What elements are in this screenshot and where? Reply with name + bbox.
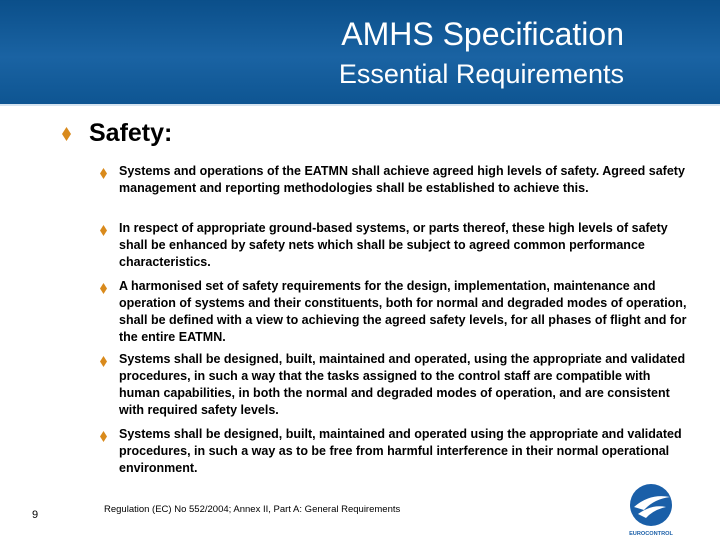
section-bullet-icon — [62, 127, 71, 141]
slide-number: 9 — [32, 509, 39, 521]
bullet-item: Systems and operations of the EATMN shall achieve agreed high levels of safety. Agreed safety management and reporting methodologies shall be established to achieve this. — [119, 164, 685, 195]
bullet-icon — [100, 283, 107, 294]
slide-title: AMHS Specification — [341, 16, 624, 52]
bullet-item: Systems shall be designed, built, maintained and operated, using the appropriate and validated procedures, in such a way that the tasks assigned to the control staff are compatible with human capabilities, in both the normal and degraded modes of operation, and are consistent with required safety levels. — [119, 352, 686, 417]
bullet-item: A harmonised set of safety requirements for the design, implementation, maintenance and operation of systems and their constituents, both for normal and degraded modes of operation, shall be defined with a view to achieving the agreed safety levels, for all phases of flight and for the entire EATMN. — [119, 279, 687, 344]
bullet-icon — [100, 431, 107, 442]
logo-text: EUROCONTROL — [629, 531, 673, 537]
header-divider — [0, 104, 720, 106]
bullet-item: In respect of appropriate ground-based systems, or parts thereof, these high levels of safety shall be enhanced by safety nets which shall be subject to agreed common performance characteristics. — [119, 221, 668, 269]
bullet-icon — [100, 168, 107, 179]
footnote: Regulation (EC) No 552/2004; Annex II, Part A: General Requirements — [104, 504, 401, 515]
eurocontrol-logo — [620, 480, 682, 538]
slide-subtitle: Essential Requirements — [338, 59, 624, 89]
bullet-item: Systems shall be designed, built, maintained and operated using the appropriate and validated procedures, in such a way as to be free from harmful interference in their normal operational environment. — [119, 427, 682, 475]
section-heading: Safety: — [89, 119, 173, 147]
bullet-icon — [100, 225, 107, 236]
slide-header — [0, 0, 720, 104]
bullet-icon — [100, 356, 107, 367]
